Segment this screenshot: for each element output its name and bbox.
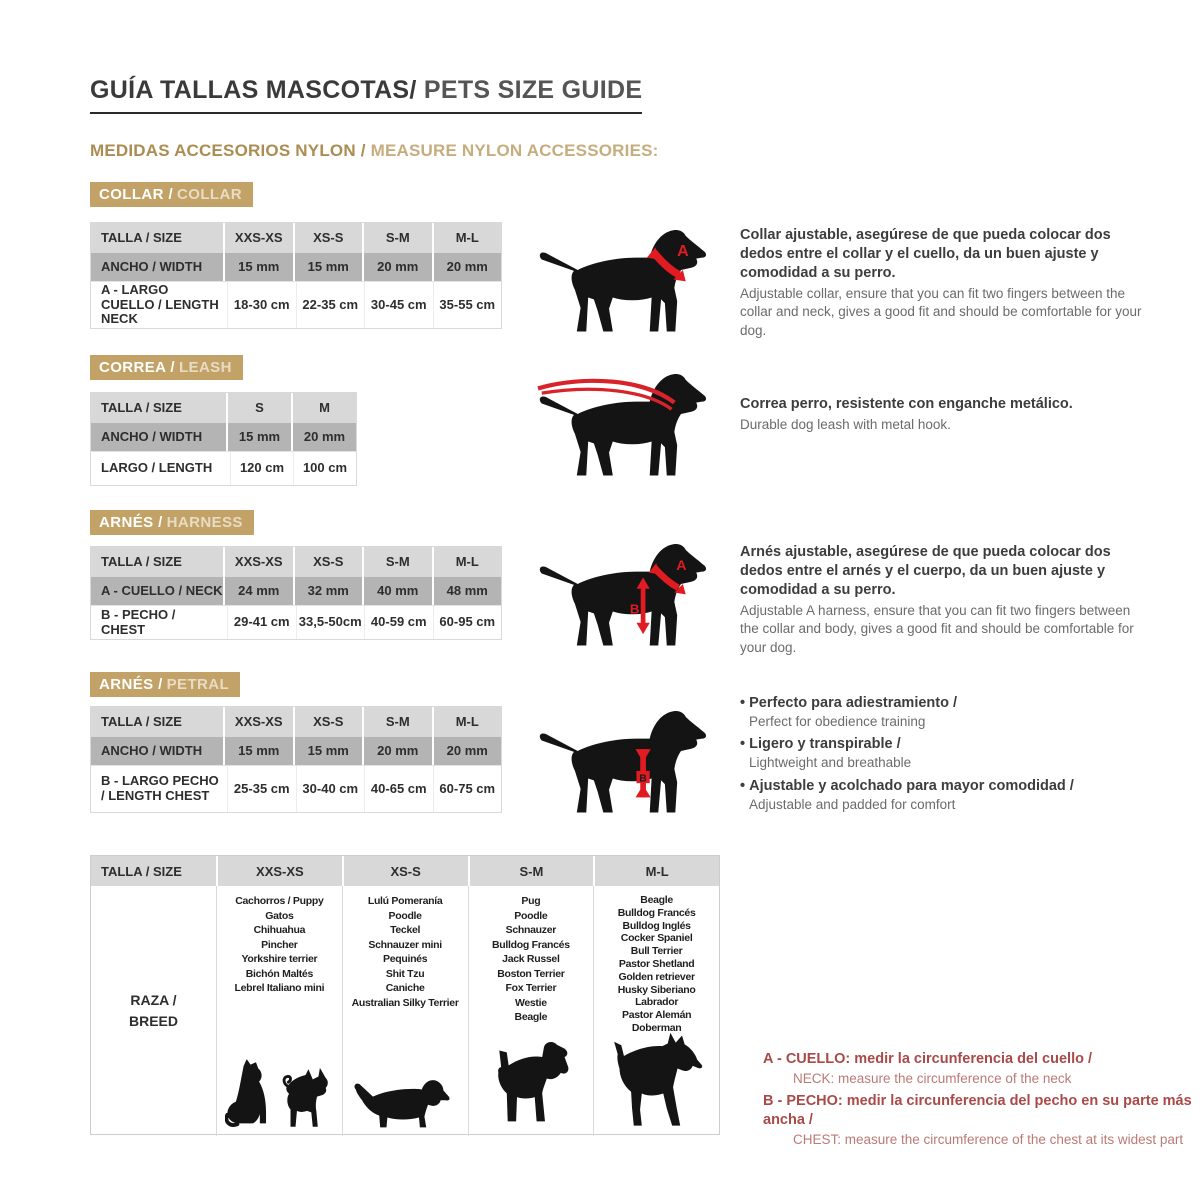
petral-badge-es: ARNÉS / <box>99 676 163 693</box>
collar-section-badge <box>90 182 253 207</box>
cell-value: 30-40 cm <box>296 766 365 812</box>
col-header: XS-S <box>293 223 363 253</box>
breed-item: Cocker Spaniel <box>620 932 693 945</box>
sm-animals <box>490 1039 572 1131</box>
cell-value: 15 mm <box>223 737 293 765</box>
cell-value: 22-35 cm <box>296 282 365 328</box>
page-subtitle-es: MEDIDAS ACCESORIOS NYLON / <box>90 141 366 160</box>
cell-value: 15 mm <box>226 423 291 451</box>
measure-a-label: A <box>676 557 687 574</box>
feature-es: • Ligero y transpirable / <box>740 735 1142 754</box>
row-label: LARGO / LENGTH <box>101 460 213 476</box>
harness-section-badge <box>90 510 254 535</box>
row-label: A - LARGO CUELLO / LENGTH NECK <box>101 281 219 327</box>
col-header: XS-S <box>342 856 468 886</box>
cell-value: 15 mm <box>223 253 293 281</box>
note-item <box>763 1092 1193 1149</box>
breed-item: Bulldog Francés <box>491 938 570 951</box>
breed-item: Boston Terrier <box>497 967 565 980</box>
col-header: S-M <box>362 707 432 737</box>
measure-b-label: B <box>639 773 647 785</box>
collar-neck-row <box>91 281 501 328</box>
note-a-en: NECK: measure the circumference of the neck <box>793 1070 1072 1086</box>
cell-value: 32 mm <box>293 577 363 605</box>
breed-item: Doberman <box>631 1021 682 1034</box>
collar-description <box>740 226 1142 340</box>
harness-size-table <box>90 546 502 640</box>
cell-value: 60-75 cm <box>433 766 502 812</box>
breed-list <box>217 886 342 996</box>
col-header: TALLA / SIZE <box>101 399 182 415</box>
note-a-es: A - CUELLO: medir la circunferencia del cuello / <box>763 1051 1093 1067</box>
feature-en: Lightweight and breathable <box>749 755 912 771</box>
row-label: ANCHO / WIDTH <box>101 742 203 758</box>
breed-item: Beagle <box>514 1011 548 1023</box>
raza-label-en: BREED <box>128 1013 178 1029</box>
measure-arrow-icon <box>636 785 651 797</box>
breed-item: Australian Silky Terrier <box>351 996 459 1009</box>
harness-desc-es: Arnés ajustable, asegúrese de que pueda colocar dos dedos entre el arnés y el cuerpo, da un buen ajuste y comodidad a su perro. <box>740 544 1111 599</box>
ml-animals <box>605 1031 709 1131</box>
row-label: A - CUELLO / NECK <box>101 582 223 598</box>
leash-desc-en: Durable dog leash with metal hook. <box>740 417 951 433</box>
chihuahua-silhouette <box>281 1065 333 1131</box>
breed-item: Lebrel Italiano mini <box>234 982 325 994</box>
breed-item: Chihuahua <box>253 924 306 936</box>
dog-petral-illustration <box>532 697 722 822</box>
harness-badge-en: HARNESS <box>166 514 243 531</box>
feature-es: • Ajustable y acolchado para mayor comodidad / <box>740 777 1142 796</box>
breed-item: Pincher <box>261 938 298 951</box>
collar-badge-en: COLLAR <box>177 186 242 203</box>
note-b-es: B - PECHO: medir la circunferencia del pecho en su parte más ancha / <box>763 1092 1192 1129</box>
row-label: ANCHO / WIDTH <box>101 428 203 444</box>
col-header: XXS-XS <box>223 223 293 253</box>
breed-item: Lulú Pomeranía <box>367 895 443 907</box>
col-header: M-L <box>432 547 502 577</box>
breed-list <box>343 886 468 1010</box>
cell-value: 18-30 cm <box>227 282 296 328</box>
breed-item: Westie <box>514 996 547 1009</box>
breed-item: Schnauzer mini <box>368 938 442 951</box>
col-header: TALLA / SIZE <box>101 553 182 569</box>
breed-item: Yorkshire terrier <box>241 953 318 965</box>
cell-value: 20 mm <box>362 737 432 765</box>
breeds-col-xs-s <box>342 886 468 1136</box>
cat-silhouette <box>225 1057 273 1131</box>
page-subtitle <box>90 141 659 161</box>
leash-desc-es: Correa perro, resistente con enganche metálico. <box>740 396 1073 412</box>
col-header: XXS-XS <box>223 547 293 577</box>
petral-table-header-row <box>91 707 501 737</box>
breeds-col-xxs-xs <box>216 886 342 1136</box>
col-header: S-M <box>468 856 594 886</box>
harness-dog-figure <box>532 530 722 655</box>
col-header: M-L <box>432 223 502 253</box>
cell-value: 48 mm <box>432 577 502 605</box>
breed-item: Bichón Maltés <box>245 967 314 980</box>
page-subtitle-en: MEASURE NYLON ACCESSORIES: <box>365 141 659 160</box>
collar-width-row <box>91 253 501 281</box>
collar-table-header-row <box>91 223 501 253</box>
col-header: TALLA / SIZE <box>101 229 182 245</box>
petral-dog-figure <box>532 697 722 822</box>
breed-list <box>594 886 719 1035</box>
feature-en: Perfect for obedience training <box>749 713 926 729</box>
col-header: S-M <box>362 547 432 577</box>
leash-section-badge <box>90 355 243 380</box>
feature-es: • Perfecto para adiestramiento / <box>740 694 1142 713</box>
breed-item: Golden retriever <box>618 970 695 983</box>
leash-badge-es: CORREA / <box>99 359 175 376</box>
leash-length-row <box>91 451 356 485</box>
breeds-row-label-cell <box>91 886 216 1136</box>
breed-item: Bull Terrier <box>630 945 683 958</box>
breeds-col-m-l <box>593 886 719 1136</box>
petral-size-table <box>90 706 502 813</box>
breed-item: Gatos <box>265 909 294 922</box>
note-b-en: CHEST: measure the circumference of the chest at its widest part <box>793 1131 1184 1147</box>
breed-item: Cachorros / Puppy <box>235 895 324 907</box>
cell-value: 35-55 cm <box>433 282 502 328</box>
petral-section-badge <box>90 672 240 697</box>
xs-animals <box>353 1075 457 1131</box>
cell-value: 25-35 cm <box>227 766 296 812</box>
col-header: M <box>291 393 356 423</box>
breeds-col-s-m <box>468 886 594 1136</box>
breed-item: Fox Terrier <box>505 982 557 994</box>
feature-item <box>740 777 1142 813</box>
breed-item: Pequinés <box>382 953 428 965</box>
breed-item: Pastor Alemán <box>622 1009 692 1022</box>
breed-item: Labrador <box>635 996 679 1009</box>
cell-value: 20 mm <box>432 737 502 765</box>
page-title <box>90 76 642 114</box>
harness-badge-es: ARNÉS / <box>99 514 163 531</box>
col-header: S-M <box>362 223 432 253</box>
measurement-notes <box>763 1050 1193 1153</box>
leash-dog-figure <box>532 360 722 485</box>
measure-arrow-icon <box>636 623 649 634</box>
breed-item: Pastor Shetland <box>618 957 695 970</box>
raza-label-es: RAZA / <box>130 992 177 1008</box>
schnauzer-silhouette <box>490 1039 572 1131</box>
petral-badge-en: PETRAL <box>166 676 230 693</box>
collar-size-table <box>90 222 502 329</box>
breed-list <box>469 886 594 1025</box>
breed-item: Teckel <box>390 924 421 936</box>
petral-feature-list <box>740 694 1142 818</box>
leash-size-table <box>90 392 357 486</box>
harness-table-header-row <box>91 547 501 577</box>
cell-value: 100 cm <box>293 452 356 485</box>
breeds-size-table <box>90 855 720 1135</box>
leash-table-header-row <box>91 393 356 423</box>
cell-value: 20 mm <box>432 253 502 281</box>
col-header: XXS-XS <box>223 707 293 737</box>
dog-leash-illustration <box>532 360 722 485</box>
doberman-silhouette <box>605 1031 709 1131</box>
measure-b-label: B <box>629 601 640 617</box>
row-label: B - LARGO PECHO / LENGTH CHEST <box>101 773 219 803</box>
dachshund-silhouette <box>353 1075 457 1131</box>
cell-value: 20 mm <box>362 253 432 281</box>
leash-badge-en: LEASH <box>178 359 232 376</box>
breed-item: Schnauzer <box>505 924 557 936</box>
cell-value: 40-65 cm <box>364 766 433 812</box>
note-item <box>763 1050 1193 1088</box>
breed-item: Poodle <box>514 909 548 922</box>
feature-item <box>740 735 1142 771</box>
col-header: XXS-XS <box>216 856 342 886</box>
breed-item: Caniche <box>385 982 425 994</box>
cell-value: 40-59 cm <box>364 606 433 639</box>
breed-item: Poodle <box>388 909 422 922</box>
col-header: XS-S <box>293 547 363 577</box>
cell-value: 20 mm <box>291 423 356 451</box>
xxs-animals <box>225 1057 333 1131</box>
cell-value: 120 cm <box>230 452 293 485</box>
breeds-row-label <box>129 990 178 1032</box>
cell-value: 24 mm <box>223 577 293 605</box>
collar-desc-en: Adjustable collar, ensure that you can fit two fingers between the collar and neck, gives a good fit and should be comfortable for your dog. <box>740 286 1142 338</box>
row-label: B - PECHO / CHEST <box>101 606 176 637</box>
col-header: TALLA / SIZE <box>101 713 182 729</box>
breed-item: Jack Russel <box>502 953 560 965</box>
harness-neck-row <box>91 577 501 605</box>
cell-value: 29-41 cm <box>227 606 296 639</box>
dog-harness-illustration <box>532 530 722 655</box>
breed-item: Shit Tzu <box>385 967 425 980</box>
harness-desc-en: Adjustable A harness, ensure that you can fit two fingers between the collar and body, gives a good fit and should be comfortable for your dog. <box>740 603 1134 655</box>
collar-badge-es: COLLAR / <box>99 186 174 203</box>
petral-width-row <box>91 737 501 765</box>
cell-value: 40 mm <box>362 577 432 605</box>
dog-collar-illustration <box>532 216 722 341</box>
breed-item: Husky Siberiano <box>617 983 696 996</box>
page-title-es: GUÍA TALLAS MASCOTAS/ <box>90 76 417 104</box>
col-header: XS-S <box>293 707 363 737</box>
cell-value: 30-45 cm <box>364 282 433 328</box>
page-title-en: PETS SIZE GUIDE <box>416 76 643 104</box>
harness-description <box>740 543 1142 657</box>
leash-description <box>740 395 1142 434</box>
petral-chest-row <box>91 765 501 812</box>
feature-en: Adjustable and padded for comfort <box>749 796 956 812</box>
cell-value: 33,5-50cm <box>296 606 365 639</box>
breed-item: Bulldog Inglés <box>622 919 691 932</box>
breeds-header-row <box>91 856 719 886</box>
harness-chest-row <box>91 605 501 639</box>
breed-item: Pug <box>521 895 541 907</box>
measure-a-label: A <box>677 241 689 260</box>
col-header: M-L <box>593 856 719 886</box>
col-header: TALLA / SIZE <box>101 863 182 879</box>
breed-item: Beagle <box>640 894 673 906</box>
cell-value: 15 mm <box>293 737 363 765</box>
collar-desc-es: Collar ajustable, asegúrese de que pueda colocar dos dedos entre el collar y el cuello, da un buen ajuste y comodidad a su perro. <box>740 227 1111 282</box>
row-label: ANCHO / WIDTH <box>101 258 203 274</box>
leash-width-row <box>91 423 356 451</box>
breeds-body-row <box>91 886 719 1136</box>
col-header: M-L <box>432 707 502 737</box>
cell-value: 60-95 cm <box>433 606 502 639</box>
col-header: S <box>226 393 291 423</box>
cell-value: 15 mm <box>293 253 363 281</box>
breed-item: Bulldog Francés <box>617 906 696 919</box>
feature-item <box>740 694 1142 730</box>
collar-dog-figure <box>532 216 722 341</box>
